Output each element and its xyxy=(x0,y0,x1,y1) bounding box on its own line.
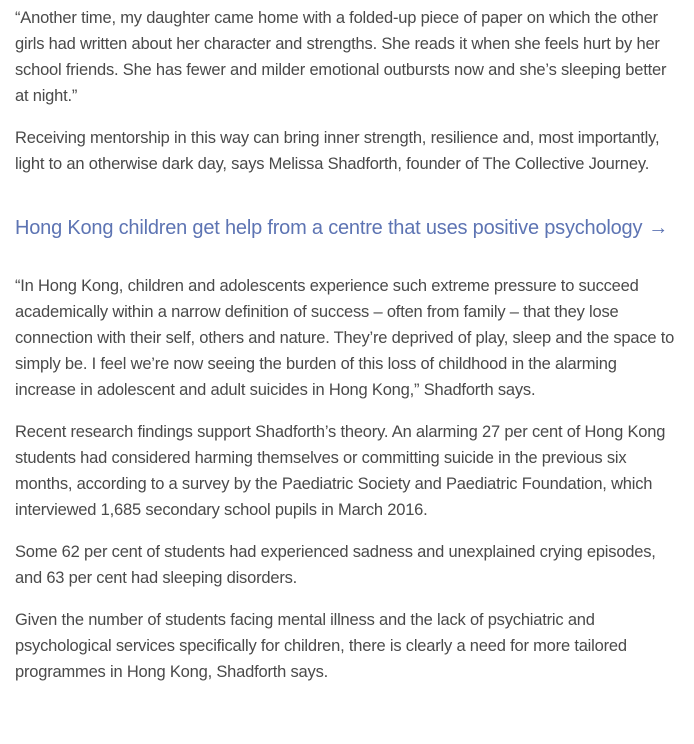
paragraph-sadness-statistics: Some 62 per cent of students had experienced sadness and unexplained crying episodes, and 63 per cent had sleeping disorders. xyxy=(15,543,656,587)
related-article-heading xyxy=(15,213,680,243)
arrow-right-icon: → xyxy=(648,217,669,239)
paragraph-research-findings: Recent research findings support Shadforth’s theory. An alarming 27 per cent of Hong Kong students had considered harming themselves or committing suicide in the previous six months, according to a survey by the Paediatric Society and Paediatric Foundation, which interviewed 1,685 secondary school pupils in March 2016. xyxy=(15,423,666,519)
quote-paragraph-daughter: “Another time, my daughter came home with a folded-up piece of paper on which the other girls had written about her character and strengths. She reads it when she feels hurt by her school friends. She has fewer and milder emotional outbursts now and she’s sleeping better at night.” xyxy=(15,9,667,105)
related-article-link[interactable] xyxy=(15,217,668,239)
related-article-link-label: Hong Kong children get help from a centre that uses positive psychology xyxy=(15,217,643,239)
quote-paragraph-pressure: “In Hong Kong, children and adolescents experience such extreme pressure to succeed academically within a narrow definition of success – often from family – that they lose connection with their self, others and nature. They’re deprived of play, sleep and the space to simply be. I feel we’re now seeing the burden of this loss of childhood in the alarming increase in adolescent and adult suicides in Hong Kong,” Shadforth says. xyxy=(15,277,675,399)
paragraph-tailored-programmes: Given the number of students facing mental illness and the lack of psychiatric and psychological services specifically for children, there is clearly a need for more tailored programmes in Hong Kong, Shadforth says. xyxy=(15,611,627,681)
paragraph-mentorship: Receiving mentorship in this way can bring inner strength, resilience and, most importantly, light to an otherwise dark day, says Melissa Shadforth, founder of The Collective Journey. xyxy=(15,129,660,173)
